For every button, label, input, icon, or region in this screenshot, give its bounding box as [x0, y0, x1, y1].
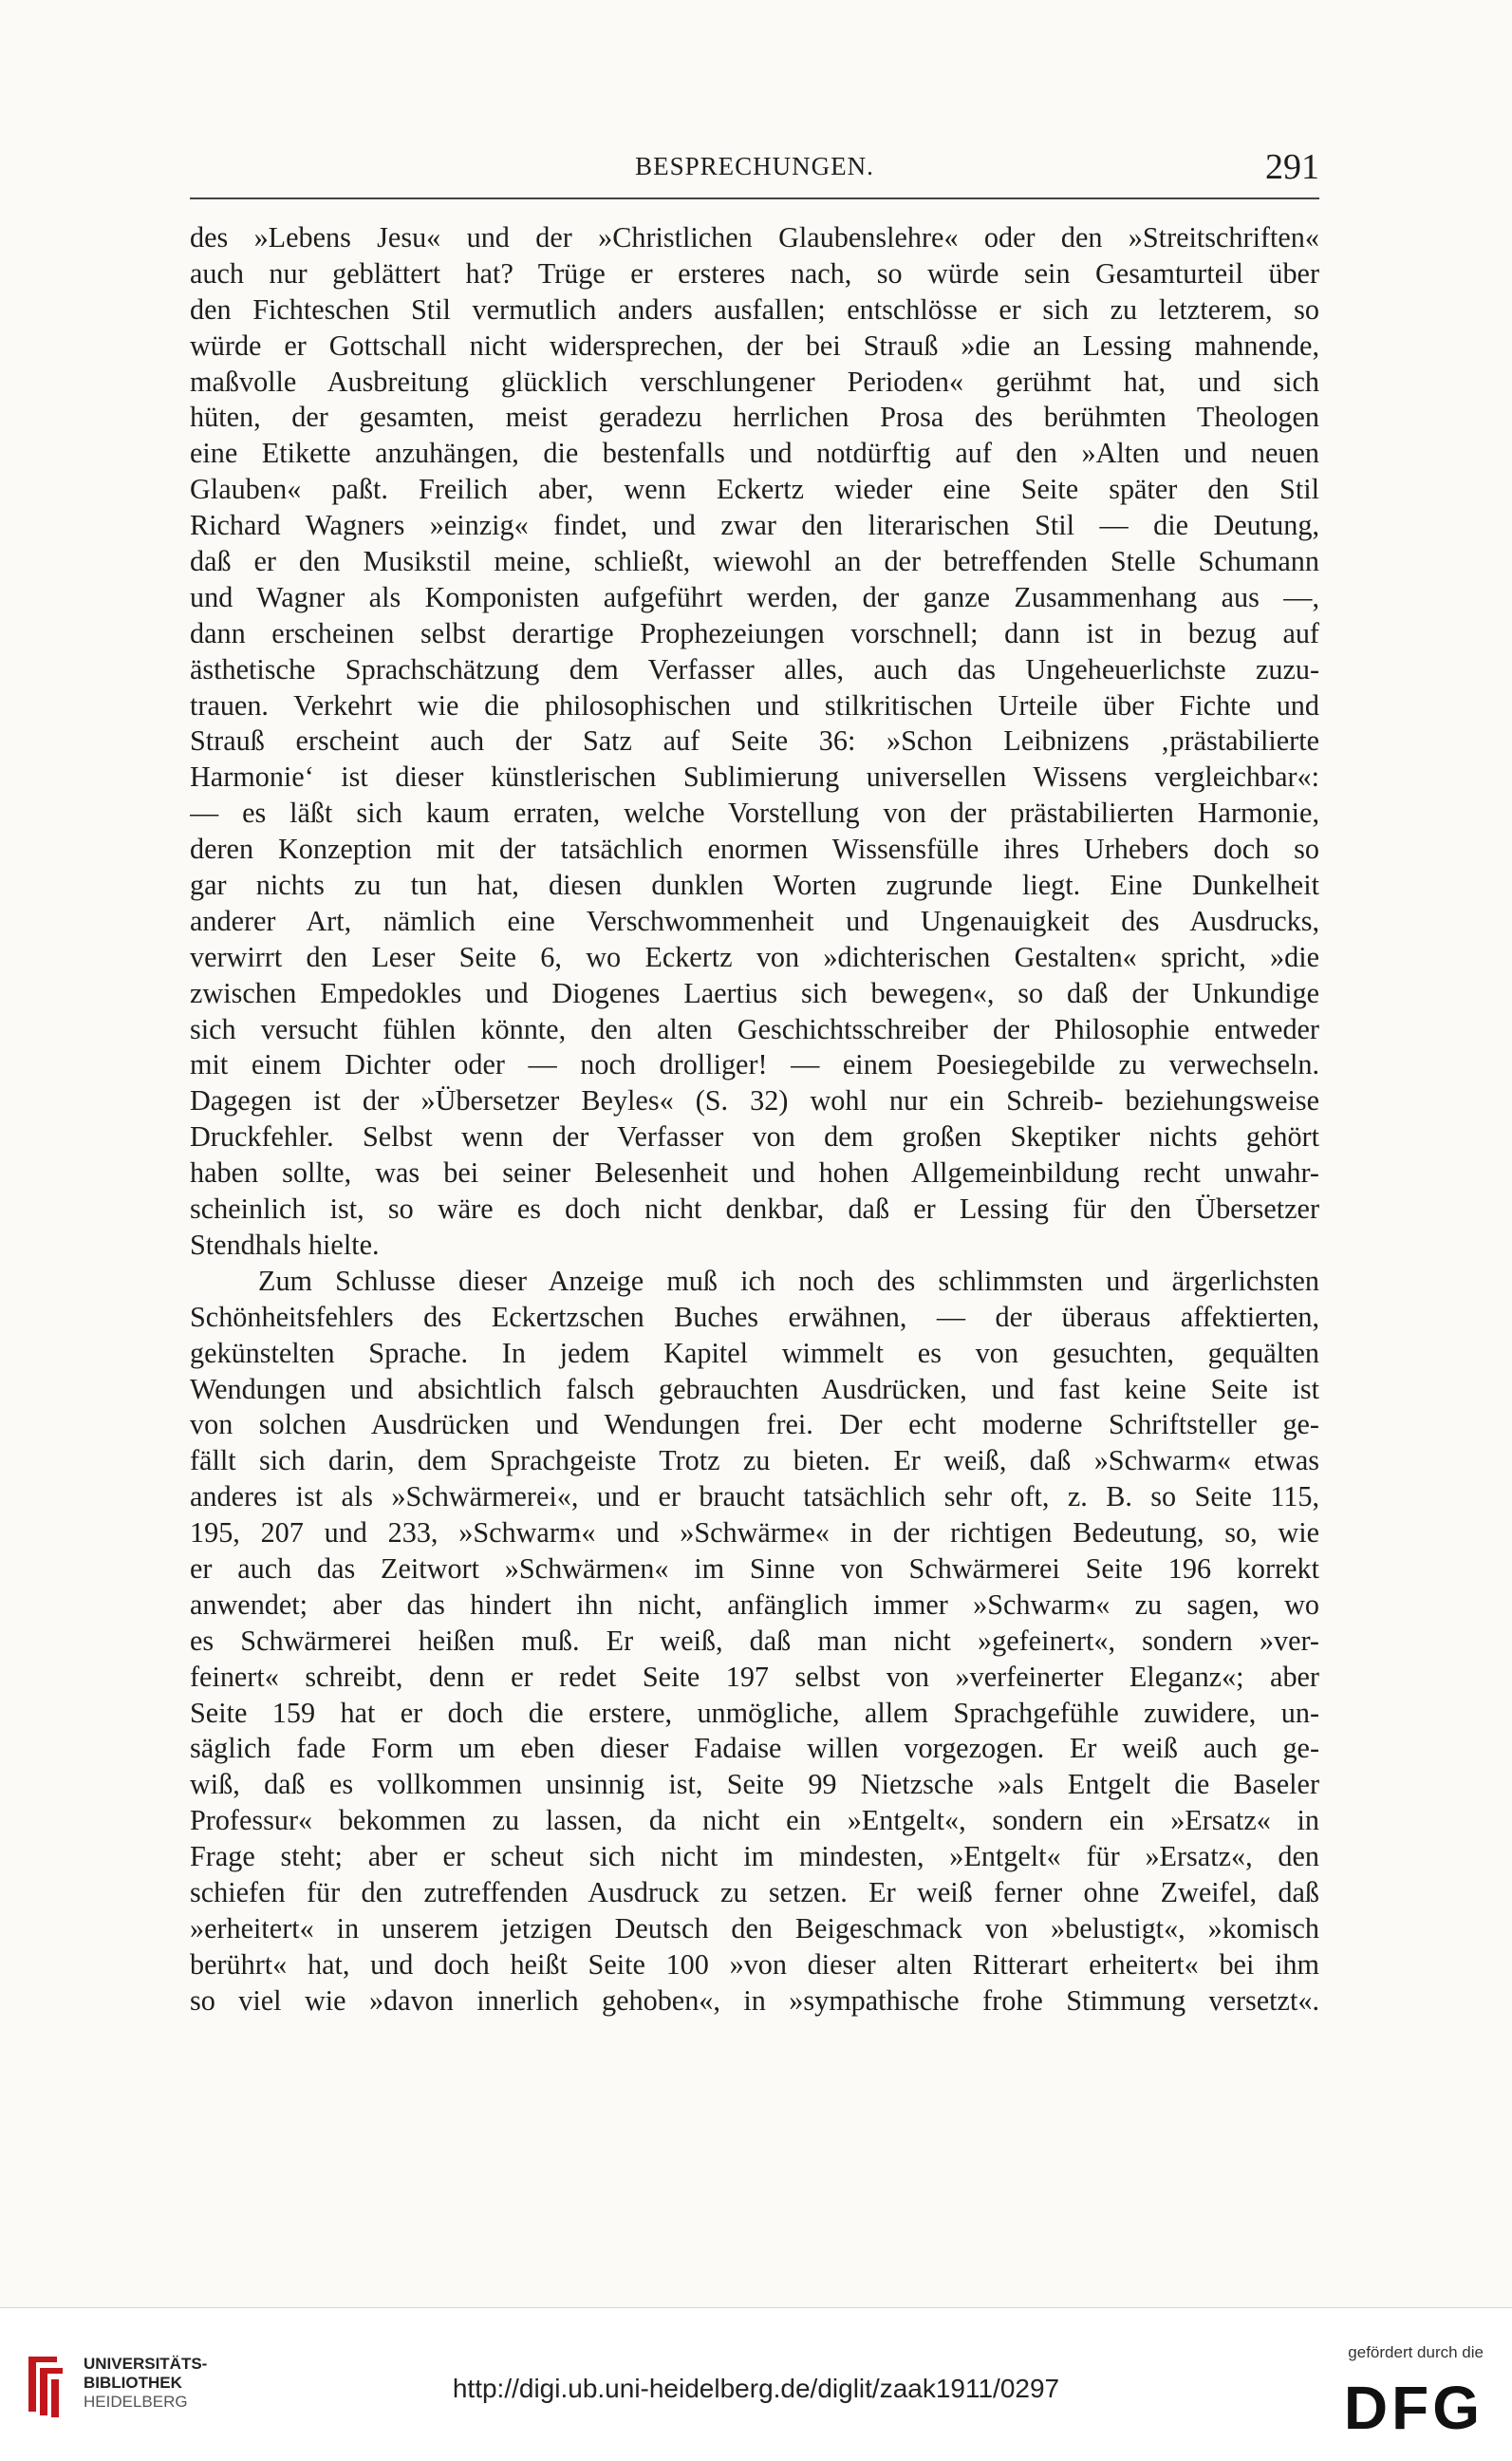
permalink-url[interactable]: http://digi.ub.uni-heidelberg.de/diglit/zaak1911/0297 [452, 2374, 1060, 2403]
text-line: — es läßt sich kaum erraten, welche Vorstellung von der prästabilierten Harmonie, [190, 797, 1319, 830]
text-line: Zum Schlusse dieser Anzeige muß ich noch des schlimmsten und ärgerlichsten [258, 1264, 1319, 1297]
running-title: BESPRECHUNGEN. [635, 152, 874, 180]
text-line: gekünstelten Sprache. In jedem Kapitel wimmelt es von gesuchten, gequälten [190, 1336, 1319, 1369]
text-line: Frage steht; aber er scheut sich nicht im mindesten, »Entgelt« für »Ersatz«, den [190, 1840, 1319, 1873]
text-line: auch nur geblättert hat? Trüge er ersteres nach, so würde sein Gesamturteil über [190, 256, 1319, 290]
text-line: wiß, daß es vollkommen unsinnig ist, Seite 99 Nietzsche »als Entgelt die Baseler [190, 1768, 1319, 1801]
text-line: deren Konzeption mit der tatsächlich enormen Wissensfülle ihres Urhebers doch so [190, 833, 1319, 866]
text-line: dann erscheinen selbst derartige Prophezeiungen vorschnell; dann ist in bezug auf [190, 616, 1319, 649]
text-line: trauen. Verkehrt wie die philosophischen und stilkritischen Urteile über Fichte und [190, 688, 1319, 722]
text-line: würde er Gottschall nicht widersprechen, der bei Strauß »die an Lessing mahnende, [190, 329, 1319, 362]
funded-by-label: gefördert durch die [1348, 2343, 1484, 2361]
page-number: 291 [1265, 147, 1319, 187]
dfg-logo-text: DFG [1343, 2374, 1484, 2442]
text-line: säglich fade Form um eben dieser Fadaise willen vorgezogen. Er weiß auch ge- [190, 1732, 1319, 1765]
text-line: Strauß erscheint auch der Satz auf Seite 36: »Schon Leibnizens ‚prästabilierte [190, 724, 1319, 758]
page-header [190, 147, 1319, 199]
footer-divider [0, 2307, 1512, 2308]
text-line: er auch das Zeitwort »Schwärmen« im Sinne von Schwärmerei Seite 196 korrekt [190, 1551, 1319, 1585]
text-line: zwischen Empedokles und Diogenes Laertius sich bewegen«, so daß der Unkundige [190, 976, 1319, 1009]
text-line: mit einem Dichter oder — noch drolliger! — einem Poesiegebilde zu verwechseln. [190, 1048, 1319, 1081]
text-line: gar nichts zu tun hat, diesen dunklen Worten zugrunde liegt. Eine Dunkelheit [190, 869, 1319, 902]
text-line: scheinlich ist, so wäre es doch nicht denkbar, daß er Lessing für den Übersetzer [190, 1193, 1319, 1226]
text-line: maßvolle Ausbreitung glücklich verschlungener Perioden« gerühmt hat, und sich [190, 365, 1319, 398]
text-line: Richard Wagners »einzig« findet, und zwar den literarischen Stil — die Deutung, [190, 509, 1319, 542]
text-line: schiefen für den zutreffenden Ausdruck zu setzen. Er weiß ferner ohne Zweifel, daß [190, 1875, 1319, 1908]
text-line: sich versucht fühlen könnte, den alten Geschichtsschreiber der Philosophie entweder [190, 1012, 1319, 1045]
text-line: Professur« bekommen zu lassen, da nicht ein »Entgelt«, sondern ein »Ersatz« in [190, 1804, 1319, 1837]
text-line: feinert« schreibt, denn er redet Seite 197 selbst von »verfeinerter Eleganz«; aber [190, 1660, 1319, 1693]
text-line: anwendet; aber das hindert ihn nicht, anfänglich immer »Schwarm« zu sagen, wo [190, 1587, 1319, 1621]
text-line: Seite 159 hat er doch die erstere, unmögliche, allem Sprachgefühle zuwidere, un- [190, 1696, 1319, 1729]
text-line: hüten, der gesamten, meist geradezu herrlichen Prosa des berühmten Theologen [190, 401, 1319, 434]
text-line: des »Lebens Jesu« und der »Christlichen Glaubenslehre« oder den »Streitschriften« [190, 221, 1319, 254]
text-line: Wendungen und absichtlich falsch gebrauchten Ausdrücken, und fast keine Seite ist [190, 1372, 1319, 1405]
text-line: ästhetische Sprachschätzung dem Verfasser alles, auch das Ungeheuerlichste zuzu- [190, 652, 1319, 686]
institution-line-2: BIBLIOTHEK [84, 2374, 182, 2392]
text-line: berührt« hat, und doch heißt Seite 100 »von dieser alten Ritterart erheitert« bei ihm [190, 1947, 1319, 1981]
text-line: von solchen Ausdrücken und Wendungen frei. Der echt moderne Schriftsteller ge- [190, 1408, 1319, 1441]
text-line: Glauben« paßt. Freilich aber, wenn Eckertz wieder eine Seite später den Stil [190, 473, 1319, 506]
digitization-footer [0, 2307, 1512, 2461]
text-line: eine Etikette anzuhängen, die bestenfalls und notdürftig auf den »Alten und neuen [190, 437, 1319, 470]
body-text [190, 220, 1319, 2020]
text-line: daß er den Musikstil meine, schließt, wiewohl an der betreffenden Stelle Schumann [190, 545, 1319, 578]
text-line: 195, 207 und 233, »Schwarm« und »Schwärme« in der richtigen Bedeutung, so, wie [190, 1516, 1319, 1550]
text-line: Schönheitsfehlers des Eckertzschen Buches erwähnen, — der überaus affektierten, [190, 1300, 1319, 1333]
text-line: »erheitert« in unserem jetzigen Deutsch den Beigeschmack von »belustigt«, »komisch [190, 1911, 1319, 1944]
institution-line-1: UNIVERSITÄTS- [84, 2355, 208, 2373]
text-line: Druckfehler. Selbst wenn der Verfasser von dem großen Skeptiker nichts gehört [190, 1120, 1319, 1154]
text-line: verwirrt den Leser Seite 6, wo Eckertz von »dichterischen Gestalten« spricht, »die [190, 940, 1319, 973]
text-line: fällt sich darin, dem Sprachgeiste Trotz zu bieten. Er weiß, daß »Schwarm« etwas [190, 1444, 1319, 1477]
text-line: und Wagner als Komponisten aufgeführt werden, der ganze Zusammenhang aus —, [190, 580, 1319, 613]
text-line: anderer Art, nämlich eine Verschwommenheit und Ungenauigkeit des Ausdrucks, [190, 904, 1319, 937]
institution-line-3: HEIDELBERG [84, 2393, 188, 2411]
text-line: es Schwärmerei heißen muß. Er weiß, daß man nicht »gefeinert«, sondern »ver- [190, 1624, 1319, 1657]
text-line: anderes ist als »Schwärmerei«, und er braucht tatsächlich sehr oft, z. B. so Seite 115, [190, 1480, 1319, 1513]
text-line: Harmonie‘ ist dieser künstlerischen Sublimierung universellen Wissens vergleichbar«: [190, 761, 1319, 794]
text-line: Dagegen ist der »Übersetzer Beyles« (S. 32) wohl nur ein Schreib- beziehungsweise [190, 1084, 1319, 1118]
text-line: den Fichteschen Stil vermutlich anders ausfallen; entschlösse er sich zu letzterem, so [190, 292, 1319, 326]
text-line: Stendhals hielte. [190, 1228, 380, 1261]
text-line: haben sollte, was bei seiner Belesenheit und hohen Allgemeinbildung recht unwahr- [190, 1156, 1319, 1190]
text-line: so viel wie »davon innerlich gehoben«, in »sympathische frohe Stimmung versetzt«. [190, 1983, 1319, 2017]
